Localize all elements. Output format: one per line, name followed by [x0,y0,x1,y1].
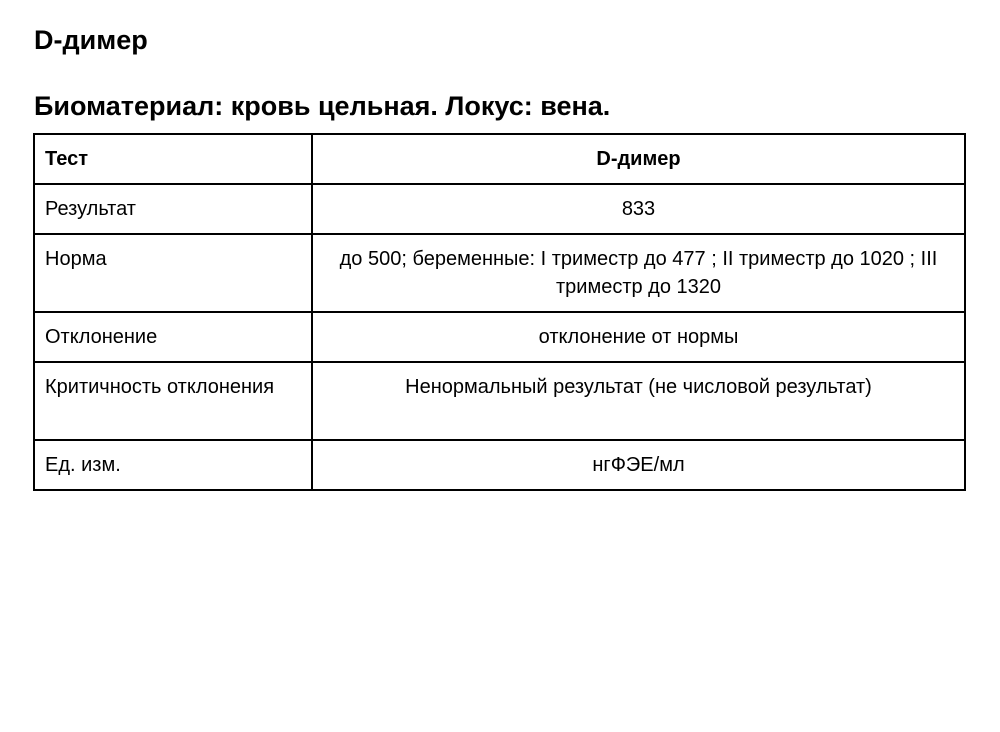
row-value: Ненормальный результат (не числовой результат) [312,362,965,440]
row-label: Ед. изм. [34,440,312,490]
table-row-deviation [34,312,965,362]
table-row-units [34,440,965,490]
table-header-row [34,134,965,184]
row-value: нгФЭЕ/мл [312,440,965,490]
results-table [33,133,966,491]
table-row-criticality [34,362,965,440]
row-value: отклонение от нормы [312,312,965,362]
row-label: Критичность отклонения [34,362,312,440]
table-row-result [34,184,965,234]
header-value-cell: D-димер [312,134,965,184]
row-label: Результат [34,184,312,234]
table-row-norm [34,234,965,312]
header-label-cell: Тест [34,134,312,184]
page-title: D-димер [34,25,148,55]
row-label: Отклонение [34,312,312,362]
row-value: 833 [312,184,965,234]
row-label: Норма [34,234,312,312]
biomaterial-subtitle: Биоматериал: кровь цельная. Локус: вена. [34,91,611,121]
row-value: до 500; беременные: I триместр до 477 ; II триместр до 1020 ; III триместр до 1320 [312,234,965,312]
